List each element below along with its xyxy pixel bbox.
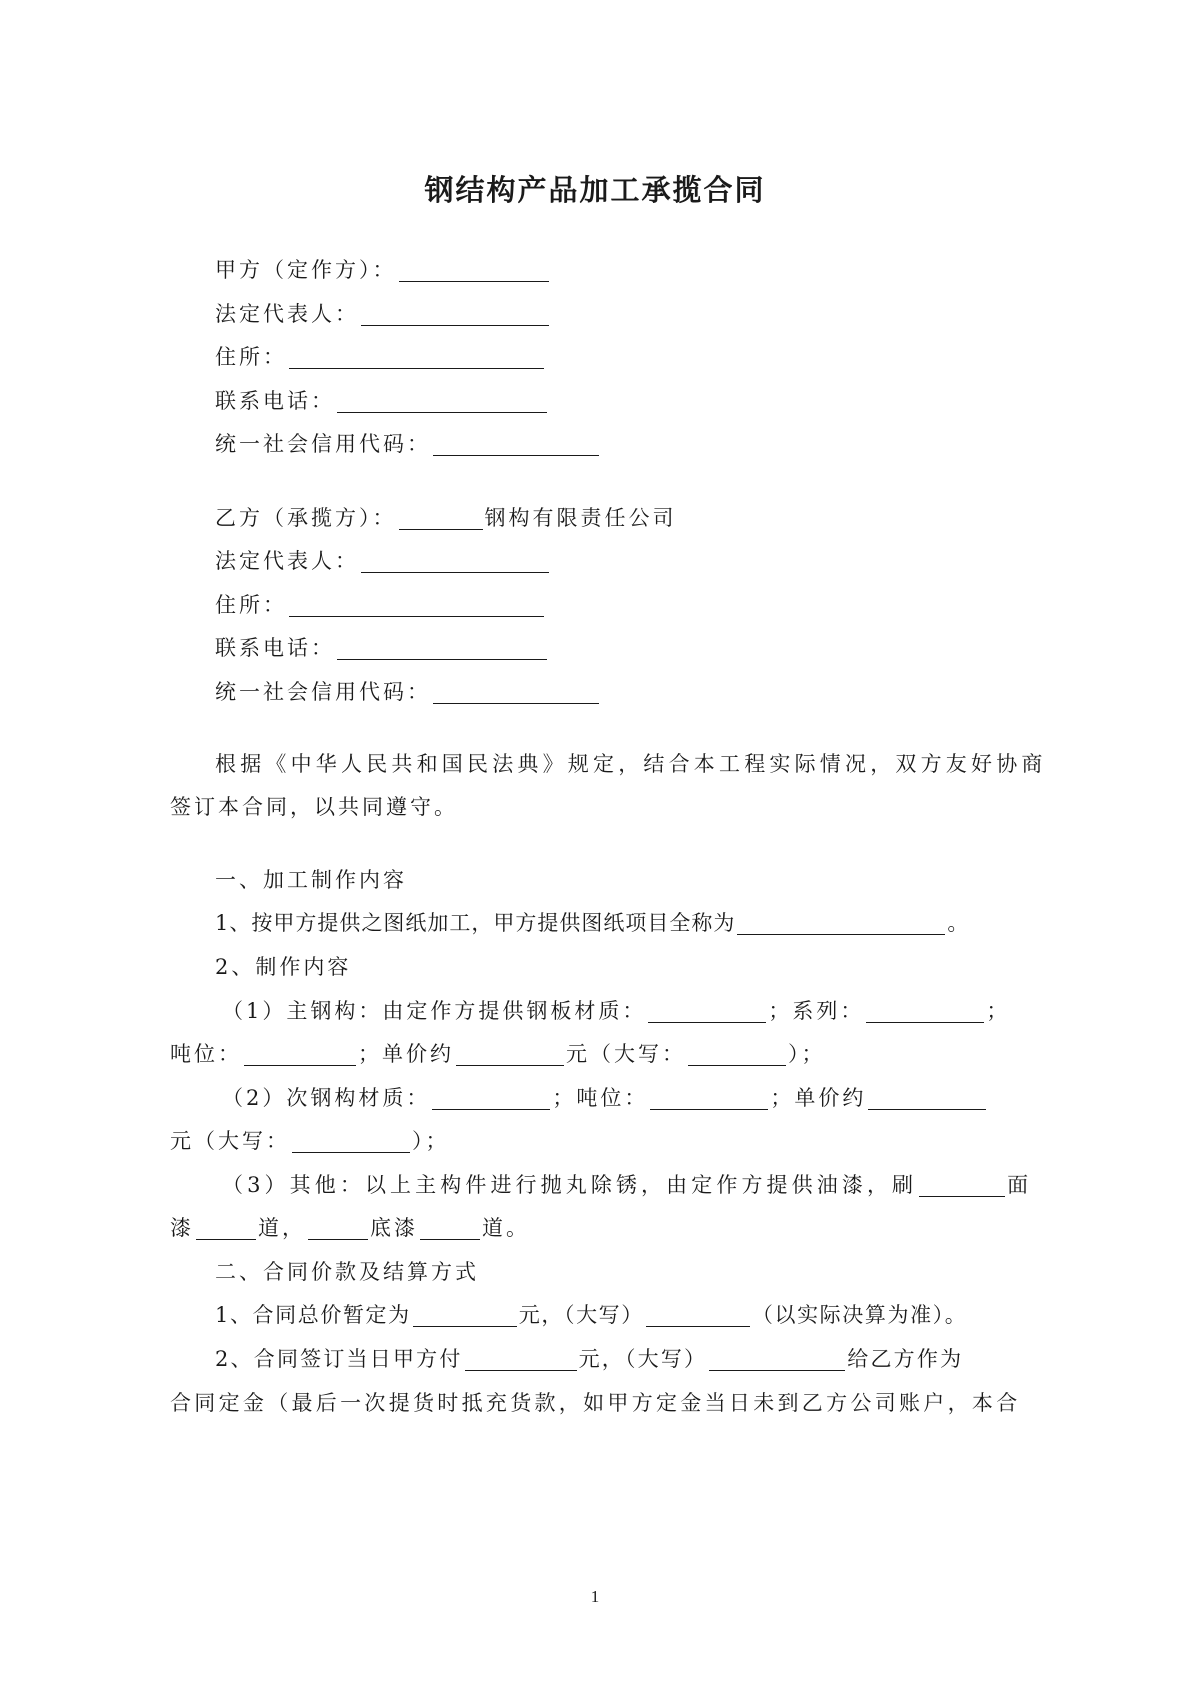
primer-type-blank[interactable]: [308, 1218, 368, 1240]
section2-item2-line-1: [215, 1349, 963, 1371]
party-a-credit-label: 统一社会信用代码：: [215, 432, 431, 456]
party-a-address-blank[interactable]: [289, 347, 544, 369]
party-b-address-line: [215, 595, 546, 617]
main-steel-price-label: ；单价约: [358, 1042, 454, 1066]
main-steel-tonnage-label: 吨位：: [170, 1042, 242, 1066]
main-steel-close: ）；: [788, 1042, 826, 1066]
primer-count-blank[interactable]: [420, 1218, 480, 1240]
party-a-phone-blank[interactable]: [337, 391, 547, 413]
other-line-2: [170, 1218, 530, 1240]
document-title: 钢结构产品加工承揽合同: [424, 173, 766, 207]
secondary-steel-price-words-label: 元（大写：: [170, 1129, 290, 1153]
other-coat-text: 道，: [258, 1216, 306, 1240]
section1-item1: [215, 913, 969, 935]
main-steel-series-blank[interactable]: [866, 1001, 984, 1023]
party-b-rep-label: 法定代表人：: [215, 549, 359, 573]
other-primer-text: 底漆: [370, 1216, 418, 1240]
secondary-steel-close: ）；: [412, 1129, 450, 1153]
section1-item1-text: 1、按甲方提供之图纸加工，甲方提供图纸项目全称为: [215, 911, 736, 935]
other-paint-text: 漆: [170, 1216, 194, 1240]
secondary-steel-line-1: [222, 1088, 988, 1110]
party-a-address-line: [215, 347, 546, 369]
main-steel-semicolon: ；: [986, 999, 1011, 1023]
section2-item1: [215, 1305, 967, 1327]
party-b-phone-blank[interactable]: [337, 638, 547, 660]
party-b-credit-label: 统一社会信用代码：: [215, 680, 431, 704]
total-price-blank[interactable]: [413, 1305, 517, 1327]
party-b-rep-line: [215, 551, 551, 573]
main-steel-line-2: [170, 1044, 826, 1066]
project-name-blank[interactable]: [737, 913, 945, 935]
intro-line-2: 签订本合同，以共同遵守。: [170, 795, 458, 819]
deposit-purpose-text: 给乙方作为: [847, 1347, 964, 1371]
other-text: （3）其他：以上主构件进行抛丸除锈，由定作方提供油漆，刷: [222, 1173, 918, 1197]
main-steel-price-words-blank[interactable]: [688, 1044, 786, 1066]
secondary-steel-material-blank[interactable]: [432, 1088, 550, 1110]
party-b-company-suffix: 钢构有限责任公司: [484, 506, 677, 530]
party-a-rep-label: 法定代表人：: [215, 302, 359, 326]
party-a-rep-line: [215, 304, 551, 326]
party-a-phone-line: [215, 391, 549, 413]
secondary-steel-tonnage-label: ；吨位：: [552, 1086, 649, 1110]
secondary-steel-material-label: （2）次钢构材质：: [222, 1086, 431, 1110]
party-a-phone-label: 联系电话：: [215, 389, 335, 413]
main-steel-material-label: （1）主钢构：由定作方提供钢板材质：: [222, 999, 647, 1023]
top-coat-blank[interactable]: [919, 1175, 1005, 1197]
party-b-address-blank[interactable]: [289, 595, 544, 617]
party-b-rep-blank[interactable]: [361, 551, 549, 573]
main-steel-price-blank[interactable]: [456, 1044, 564, 1066]
other-line-1: [222, 1175, 1032, 1197]
party-b-credit-line: [215, 682, 601, 704]
section2-heading: 二、合同价款及结算方式: [215, 1260, 479, 1284]
total-price-label: 1、合同总价暂定为: [215, 1303, 411, 1327]
total-price-words-label: 元，（大写）: [518, 1303, 644, 1327]
party-a-rep-blank[interactable]: [361, 304, 549, 326]
secondary-steel-tonnage-blank[interactable]: [650, 1088, 768, 1110]
main-steel-series-label: ；系列：: [768, 999, 865, 1023]
party-b-label: 乙方（承揽方）：: [215, 506, 397, 530]
section1-item2: 2、制作内容: [215, 955, 352, 979]
party-b-credit-blank[interactable]: [433, 682, 599, 704]
party-a-credit-blank[interactable]: [433, 434, 599, 456]
total-price-note: （以实际决算为准）。: [751, 1303, 968, 1327]
top-coat-count-blank[interactable]: [196, 1218, 256, 1240]
party-a-credit-line: [215, 434, 601, 456]
intro-line-1: 根据《中华人民共和国民法典》规定，结合本工程实际情况，双方友好协商: [215, 752, 1047, 776]
secondary-steel-price-blank[interactable]: [868, 1088, 986, 1110]
party-a-name-blank[interactable]: [399, 260, 549, 282]
section1-item1-end: 。: [947, 911, 970, 935]
deposit-blank[interactable]: [465, 1349, 577, 1371]
party-a-line: [215, 260, 551, 282]
deposit-words-label: 元，（大写）: [578, 1347, 708, 1371]
main-steel-line-1: [222, 1001, 1010, 1023]
party-b-line: [215, 508, 677, 530]
other-end-text: 道。: [482, 1216, 530, 1240]
main-steel-tonnage-blank[interactable]: [244, 1044, 356, 1066]
main-steel-material-blank[interactable]: [648, 1001, 766, 1023]
total-price-words-blank[interactable]: [646, 1305, 750, 1327]
secondary-steel-price-label: ；单价约: [770, 1086, 867, 1110]
page-number: 1: [590, 1587, 600, 1606]
party-a-label: 甲方（定作方）：: [215, 258, 397, 282]
deposit-words-blank[interactable]: [709, 1349, 845, 1371]
party-b-address-label: 住所：: [215, 593, 287, 617]
party-b-phone-line: [215, 638, 549, 660]
party-a-address-label: 住所：: [215, 345, 287, 369]
secondary-steel-line-2: [170, 1131, 450, 1153]
section2-item2-line-2: 合同定金（最后一次提货时抵充货款，如甲方定金当日未到乙方公司账户，本合: [170, 1391, 1021, 1415]
party-b-name-blank[interactable]: [399, 508, 483, 530]
party-b-phone-label: 联系电话：: [215, 636, 335, 660]
main-steel-price-words-label: 元（大写：: [566, 1042, 686, 1066]
section1-heading: 一、加工制作内容: [215, 868, 407, 892]
other-face-text: 面: [1007, 1173, 1033, 1197]
secondary-steel-price-words-blank[interactable]: [292, 1131, 410, 1153]
deposit-label: 2、合同签订当日甲方付: [215, 1347, 463, 1371]
